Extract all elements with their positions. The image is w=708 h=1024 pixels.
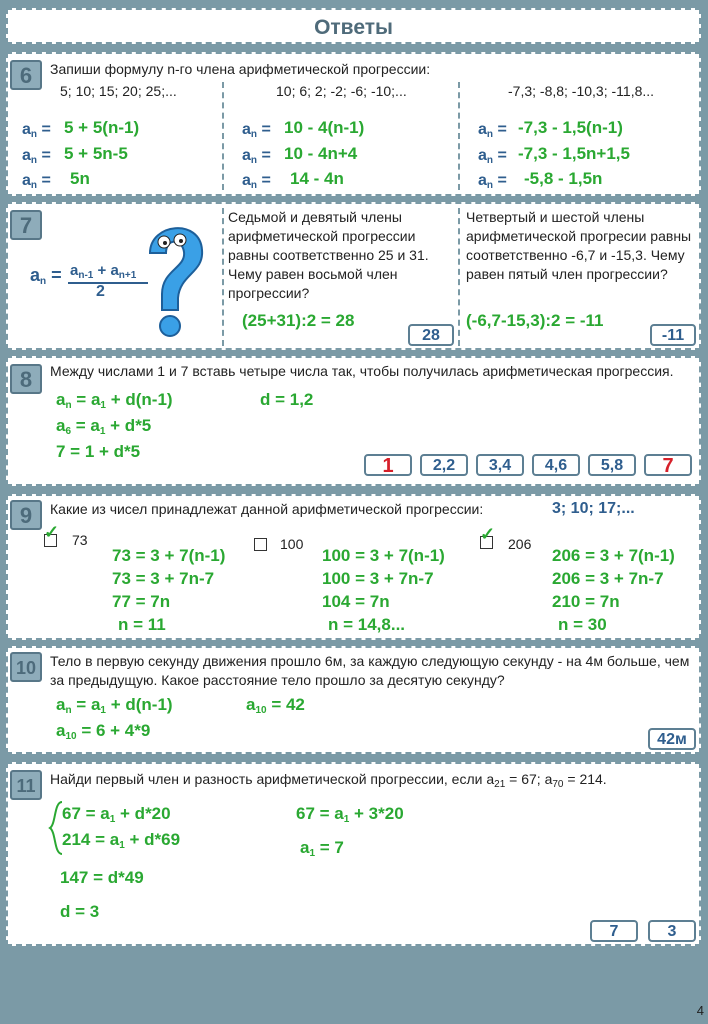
calc-line: 73 = 3 + 7n-7 (112, 569, 215, 588)
calc-line: n = 11 (118, 615, 166, 634)
answer-box: 2,2 (420, 454, 468, 476)
formula-line: 7 = 1 + d*5 (56, 442, 141, 461)
task-number-7: 7 (10, 210, 42, 240)
formula-line: $a_6 = a_1 + d*5$ (56, 416, 152, 437)
task-6-text: Запиши формулу n-го члена арифметической прогрессии: (50, 61, 431, 77)
answer-line: 14 - 4n (290, 169, 344, 188)
answer-box: 5,8 (588, 454, 636, 476)
answer-line: -7,3 - 1,5n+1,5 (518, 144, 630, 163)
answer-line: -5,8 - 1,5n (524, 169, 603, 188)
calc-line: 206 = 3 + 7(n-1) (552, 546, 675, 565)
task-10-text: Тело в первую секунду движения прошло 6м, за каждую следующую секунду - на 4м больше, чем за предыдущую. Какое расстояние тело прошло за десятую секунду? (50, 653, 690, 688)
an-label: $a_n$ = (22, 121, 51, 140)
formula-denominator: 2 (96, 283, 105, 300)
calc-line: 210 = 7n (552, 592, 620, 611)
divider (222, 82, 224, 190)
answer-line: 10 - 4(n-1) (284, 118, 365, 137)
calc-line: 77 = 7n (112, 592, 171, 611)
answer-7b: (-6,7-15,3):2 = -11 (466, 311, 604, 330)
an-label: $a_n$ = (478, 172, 507, 191)
an-label: $a_n$ = (478, 121, 507, 140)
midpoint-formula: $a_n$ = (30, 265, 62, 287)
calc-line: 147 = d*49 (60, 868, 144, 887)
calc-line: 206 = 3 + 7n-7 (552, 569, 664, 588)
option-206: 206 (508, 536, 532, 552)
formula-line: $a_n = a_1 + d(n-1)$ (56, 695, 173, 716)
formula-line: $a_{10} = 6 + 4*9$ (56, 721, 151, 742)
task-7a-text: Седьмой и девятый члены арифметической прогрессии равны соответственно 25 и 31. Чему равен восьмой член прогрессии? (228, 209, 429, 301)
answer-box: 7 (644, 454, 692, 476)
checkbox-100[interactable] (254, 538, 267, 551)
answer-line: 5n (70, 169, 90, 188)
calc-line: d = 3 (60, 902, 100, 921)
answer-line: 5 + 5(n-1) (64, 118, 140, 137)
check-icon: ✓ (480, 524, 496, 544)
divider (458, 82, 460, 190)
task-8-text: Между числами 1 и 7 вставь четыре числа так, чтобы получилась арифметическая прогрессия. (50, 363, 674, 379)
an-label: $a_n$ = (22, 147, 51, 166)
task-11-text: Найди первый член и разность арифметической прогрессии, если $a_{21} = 67$; $a_{70} = 214$. (50, 771, 607, 790)
system-eq-1: $67 = a_1 + d*20$ (62, 804, 171, 825)
calc-line: 73 = 3 + 7(n-1) (112, 546, 226, 565)
task-9-text: Какие из чисел принадлежат данной арифметической прогрессии: (50, 501, 484, 517)
task-number-6: 6 (10, 60, 42, 90)
sequence-1: 5; 10; 15; 20; 25;... (60, 83, 177, 99)
sequence: 3; 10; 17;... (552, 500, 635, 517)
an-label: $a_n$ = (242, 121, 271, 140)
task-7b-text: Четвертый и шестой члены арифметической прогресии равны соответственно -6,7 и -15,3. Чему равен пятый член прогрессии? (466, 209, 692, 282)
calc-line: 100 = 3 + 7n-7 (322, 569, 434, 588)
answer-box-d: 3 (648, 920, 696, 942)
calc-line: $67 = a_1 + 3*20$ (296, 804, 404, 825)
sequence-2: 10; 6; 2; -2; -6; -10;... (276, 83, 407, 99)
answer-box-a1: 7 (590, 920, 638, 942)
calc-line: n = 30 (558, 615, 607, 634)
an-label: $a_n$ = (478, 147, 507, 166)
page-number: 4 (696, 1003, 704, 1018)
check-icon: ✓ (44, 522, 60, 542)
answer-line: 5 + 5n-5 (64, 144, 128, 163)
answer-box: 1 (364, 454, 412, 476)
option-100: 100 (280, 536, 304, 552)
answer-line: 10 - 4n+4 (284, 144, 358, 163)
title-bar (6, 8, 701, 44)
calc-line: $a_1 = 7$ (300, 838, 344, 859)
answer-box-7b: -11 (650, 324, 696, 346)
answer-box: 4,6 (532, 454, 580, 476)
formula-numerator: $a_{n-1} + a_{n+1}$ (70, 262, 137, 281)
d-value: d = 1,2 (260, 390, 314, 409)
answer-box-7a: 28 (408, 324, 454, 346)
answer-line: -7,3 - 1,5(n-1) (518, 118, 623, 137)
question-mark-icon (130, 208, 220, 343)
task-number-9: 9 (10, 500, 42, 530)
answer-7a: (25+31):2 = 28 (242, 311, 355, 330)
option-73: 73 (72, 532, 88, 548)
page-title: Ответы (314, 16, 393, 39)
system-eq-2: $214 = a_1 + d*69$ (62, 830, 181, 851)
answer-box-10: 42м (648, 728, 696, 750)
formula-line: $a_n = a_1 + d(n-1)$ (56, 390, 173, 411)
calc-line: 104 = 7n (322, 592, 390, 611)
task-number-10: 10 (10, 652, 42, 682)
task-number-8: 8 (10, 364, 42, 394)
an-label: $a_n$ = (242, 172, 271, 191)
task-number-11: 11 (10, 770, 42, 800)
divider (458, 208, 460, 346)
an-label: $a_n$ = (22, 172, 51, 191)
calc-line: 100 = 3 + 7(n-1) (322, 546, 445, 565)
result-line: $a_{10} = 42$ (246, 695, 305, 716)
answer-box: 3,4 (476, 454, 524, 476)
divider (222, 208, 224, 346)
calc-line: n = 14,8... (328, 615, 406, 634)
sequence-3: -7,3; -8,8; -10,3; -11,8... (508, 83, 655, 99)
an-label: $a_n$ = (242, 147, 271, 166)
